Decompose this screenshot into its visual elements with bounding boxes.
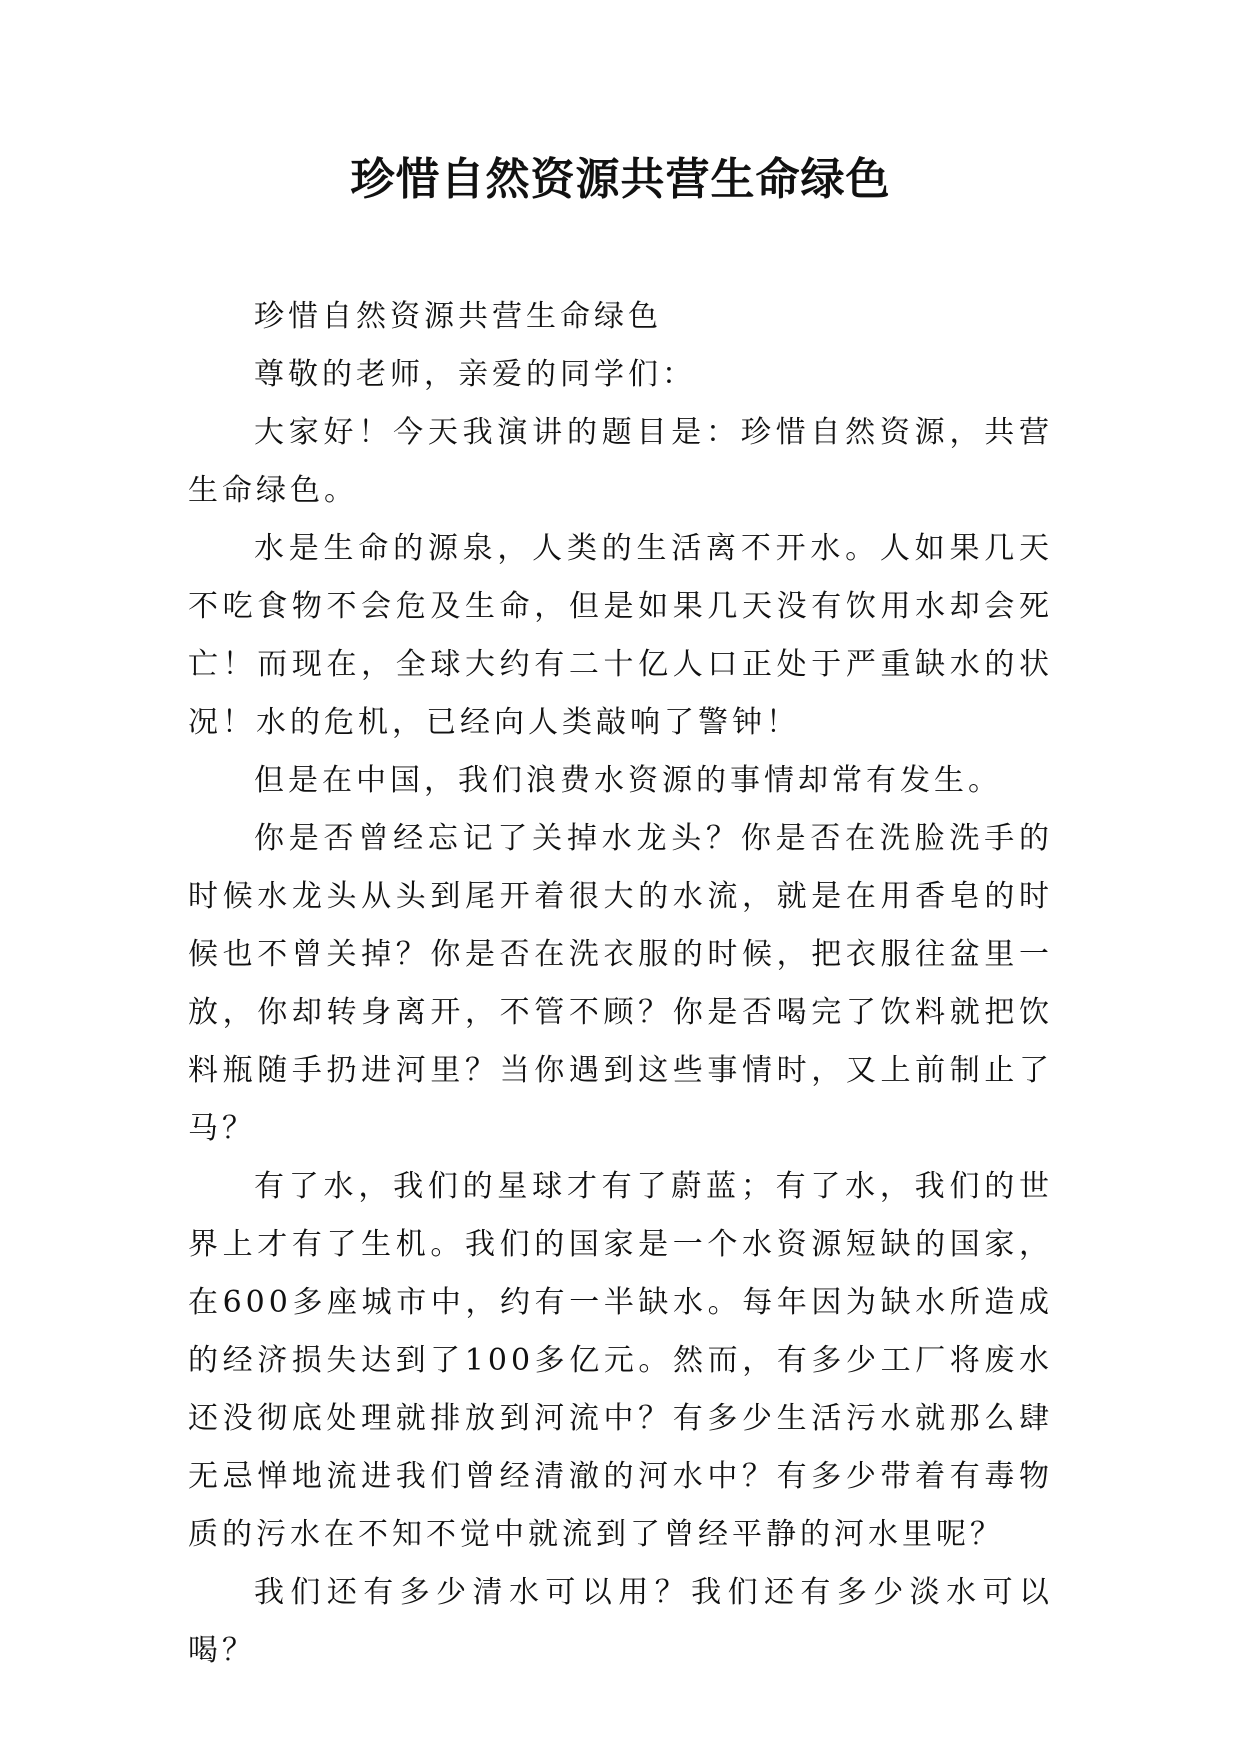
paragraph-shortage: 有了水，我们的星球才有了蔚蓝；有了水，我们的世界上才有了生机。我们的国家是一个水资源短缺的国家，在600多座城市中，约有一半缺水。每年因为缺水所造成的经济损失达到了100多亿元。然而，有多少工厂将废水还没彻底处理就排放到河流中？有多少生活污水就那么肆无忌惮地流进我们曾经清澈的河水中？有多少带着有毒物质的污水在不知不觉中就流到了曾经平静的河水里呢？ [188, 1169, 1053, 1552]
paragraph-closing-question: 我们还有多少清水可以用？我们还有多少淡水可以喝？ [188, 1575, 1053, 1668]
paragraph-salutation: 尊敬的老师，亲爱的同学们： [254, 357, 696, 392]
paragraph-waste-in-china: 但是在中国，我们浪费水资源的事情却常有发生。 [254, 763, 1002, 798]
paragraph-questions: 你是否曾经忘记了关掉水龙头？你是否在洗脸洗手的时候水龙头从头到尾开着很大的水流，就是在用香皂的时候也不曾关掉？你是否在洗衣服的时候，把衣服往盆里一放，你却转身离开，不管不顾？你是否喝完了饮料就把饮料瓶随手扔进河里？当你遇到这些事情时，又上前制止了马？ [188, 821, 1053, 1146]
paragraph-greeting: 大家好！今天我演讲的题目是：珍惜自然资源，共营生命绿色。 [188, 415, 1053, 508]
paragraph-water-source: 水是生命的源泉，人类的生活离不开水。人如果几天不吃食物不会危及生命，但是如果几天没有饮用水却会死亡！而现在，全球大约有二十亿人口正处于严重缺水的状况！水的危机，已经向人类敲响了警钟！ [188, 531, 1053, 740]
document-title: 珍惜自然资源共营生命绿色 [350, 154, 891, 205]
paragraph-subtitle: 珍惜自然资源共营生命绿色 [254, 299, 662, 334]
document-body [188, 288, 1053, 1680]
